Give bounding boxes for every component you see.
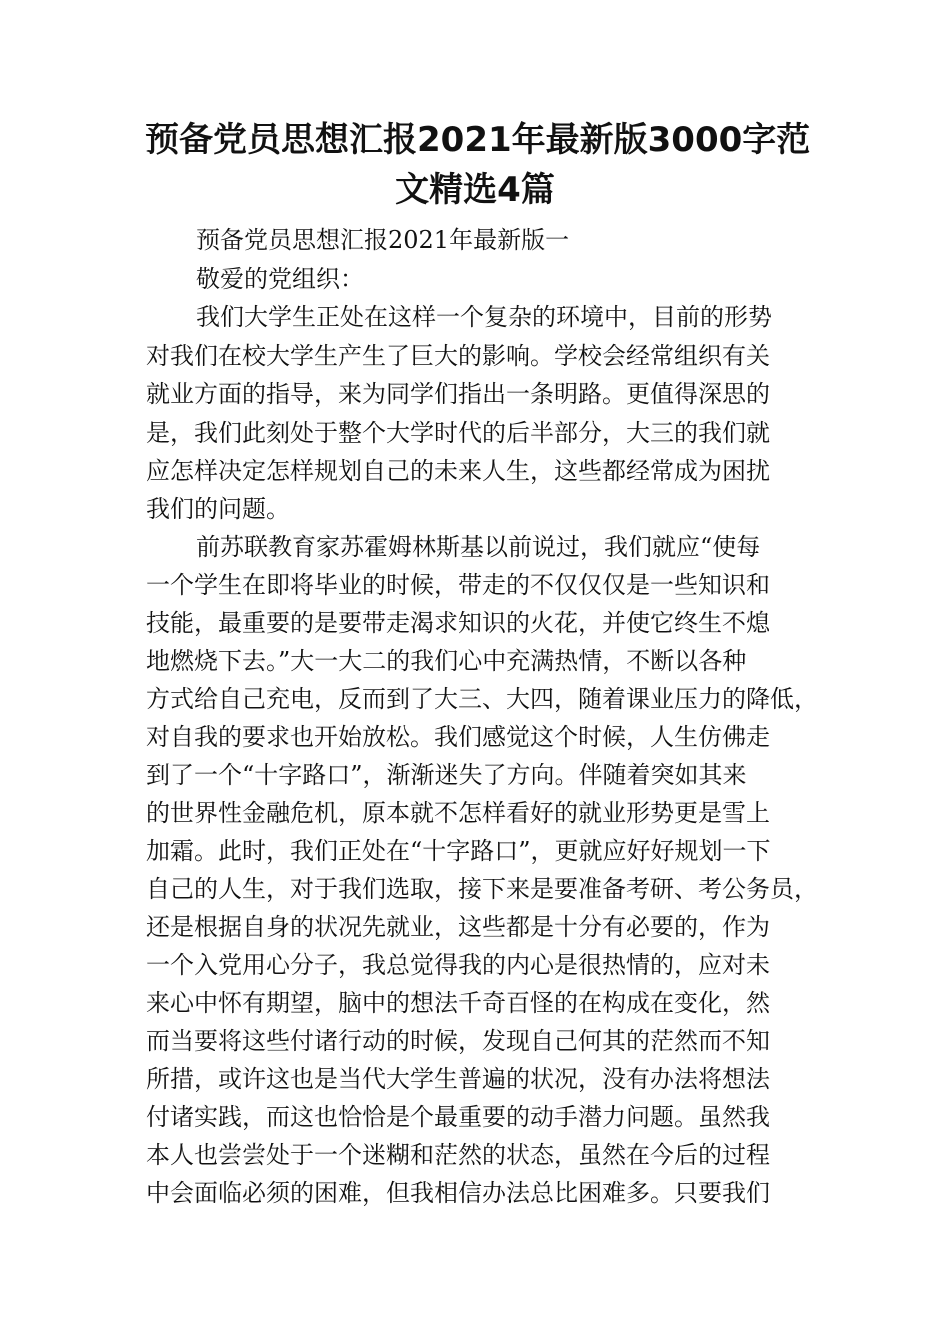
body-line: 是，我们此刻处于整个大学时代的后半部分，大三的我们就 [146,419,770,447]
body-line: 一个学生在即将毕业的时候，带走的不仅仅仅是一些知识和 [146,571,770,599]
body-line: 加霜。此时，我们正处在“十字路口”，更就应好好规划一下 [146,837,771,865]
subtitle-line: 预备党员思想汇报2021年最新版一 [196,226,570,254]
body-line: 对自我的要求也开始放松。我们感觉这个时候，人生仿佛走 [146,723,770,751]
body-line: 还是根据自身的状况先就业，这些都是十分有必要的，作为 [146,913,770,941]
body-line: 而当要将这些付诸行动的时候，发现自己何其的茫然而不知 [146,1027,770,1055]
body-line: 本人也尝尝处于一个迷糊和茫然的状态，虽然在今后的过程 [146,1141,770,1169]
body-line: 对我们在校大学生产生了巨大的影响。学校会经常组织有关 [146,342,770,370]
body-line: 一个入党用心分子，我总觉得我的内心是很热情的，应对未 [146,951,770,979]
body-line: 我们的问题。 [146,495,290,523]
document-title-line-1: 预备党员思想汇报2021年最新版3000字范 [145,120,811,160]
document-title-line-2: 文精选4篇 [395,170,555,210]
salutation-line: 敬爱的党组织： [196,265,364,293]
body-line: 中会面临必须的困难，但我相信办法总比困难多。只要我们 [146,1179,770,1207]
body-line: 我们大学生正处在这样一个复杂的环境中，目前的形势 [196,303,772,331]
body-line: 前苏联教育家苏霍姆林斯基以前说过，我们就应“使每 [196,533,761,561]
body-line: 的世界性金融危机，原本就不怎样看好的就业形势更是雪上 [146,799,770,827]
body-line: 方式给自己充电，反而到了大三、大四，随着课业压力的降低， [146,685,818,713]
body-line: 付诸实践，而这也恰恰是个最重要的动手潜力问题。虽然我 [146,1103,770,1131]
body-line: 应怎样决定怎样规划自己的未来人生，这些都经常成为困扰 [146,457,770,485]
body-line: 地燃烧下去。”大一大二的我们心中充满热情，不断以各种 [146,647,747,675]
body-line: 自己的人生，对于我们选取，接下来是要准备考研、考公务员， [146,875,818,903]
body-line: 来心中怀有期望，脑中的想法千奇百怪的在构成在变化，然 [146,989,770,1017]
body-line: 到了一个“十字路口”，渐渐迷失了方向。伴随着突如其来 [146,761,747,789]
body-line: 就业方面的指导，来为同学们指出一条明路。更值得深思的 [146,380,770,408]
body-line: 技能，最重要的是要带走渴求知识的火花，并使它终生不熄 [146,609,770,637]
body-line: 所措，或许这也是当代大学生普遍的状况，没有办法将想法 [146,1065,770,1093]
